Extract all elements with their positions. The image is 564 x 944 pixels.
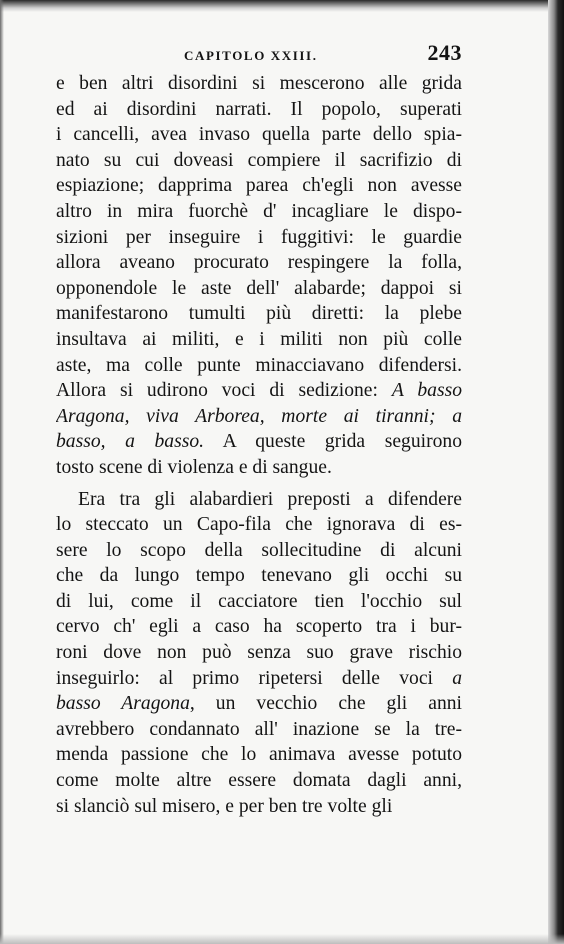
- text-line: avrebbero condannato all' inazione se la tre-: [56, 718, 462, 740]
- line-italic-text: basso Aragona: [56, 693, 190, 715]
- text-line: [56, 429, 462, 455]
- scan-top-edge: [0, 0, 564, 12]
- text-line: cervo ch' egli a caso ha scoperto tra i bur-: [56, 616, 462, 638]
- text-line: i cancelli, avea invaso quella parte dello spia-: [56, 124, 462, 146]
- line-roman-text: Allora si udirono voci di sedizione:: [56, 380, 392, 402]
- text-line: di lui, come il cacciatore tien l'occhio sul: [56, 590, 462, 612]
- body-text: [56, 71, 462, 819]
- text-line: sere lo scopo della sollecitudine di alcuni: [56, 539, 462, 561]
- text-line: e ben altri disordini si mescerono alle grida: [56, 73, 462, 94]
- text-line: sizioni per inseguire i fuggitivi: le guardie: [56, 226, 462, 248]
- text-line: altro in mira fuorchè d' incagliare le dispo-: [56, 200, 462, 222]
- line-roman-text: A queste grida seguirono: [204, 431, 462, 453]
- line-roman-text: , un vecchio che gli anni: [189, 693, 462, 715]
- scan-left-edge: [0, 0, 4, 944]
- text-line: insultava ai militi, e i militi non più colle: [56, 328, 462, 350]
- text-line: Era tra gli alabardieri preposti a difendere: [78, 488, 462, 510]
- text-line: [56, 378, 462, 404]
- text-line: manifestarono tumulti più diretti: la plebe: [56, 303, 462, 325]
- text-line: lo steccato un Capo-fila che ignorava di es-: [56, 514, 462, 536]
- text-line: come molte altre essere domata dagli anni,: [56, 770, 462, 792]
- text-line: nato su cui doveasi compiere il sacrifizio di: [56, 149, 462, 171]
- scan-right-edge: [548, 0, 564, 944]
- page-number: 243: [427, 40, 462, 65]
- line-italic-text: basso, a basso.: [56, 431, 205, 453]
- text-line: che da lungo tempo tenevano gli occhi su: [56, 565, 462, 587]
- text-line: [56, 666, 462, 692]
- text-line: roni dove non può senza suo grave rischio: [56, 642, 462, 664]
- paragraph-2: [56, 487, 462, 820]
- text-line: espiazione; dapprima parea ch'egli non avesse: [56, 175, 462, 197]
- line-italic-text: A basso: [391, 380, 462, 402]
- line-roman-text: inseguirlo: al primo ripetersi delle voci: [56, 667, 453, 689]
- text-line: si slanciò sul misero, e per ben tre volte gli: [56, 795, 393, 817]
- text-line: menda passione che lo animava avesse potuto: [56, 744, 462, 766]
- line-italic-text: Aragona, viva Arborea, morte ai tiranni; a: [56, 405, 462, 427]
- text-line: [56, 691, 462, 717]
- line-italic-text: a: [452, 667, 462, 689]
- text-line: opponendole le aste dell' alabarde; dappoi si: [56, 277, 462, 299]
- text-line: ed ai disordini narrati. Il popolo, superati: [56, 98, 462, 120]
- text-line: aste, ma colle punte minacciavano difendersi.: [56, 354, 462, 376]
- running-head: CAPITOLO XXIII.: [184, 48, 318, 63]
- text-line: allora aveano procurato respingere la folla,: [56, 252, 462, 274]
- text-line: tosto scene di violenza e di sangue.: [56, 456, 332, 478]
- page-header: [56, 40, 462, 68]
- paragraph-1: [56, 71, 462, 481]
- text-line: [56, 404, 462, 430]
- scan-bottom-edge: [0, 934, 564, 944]
